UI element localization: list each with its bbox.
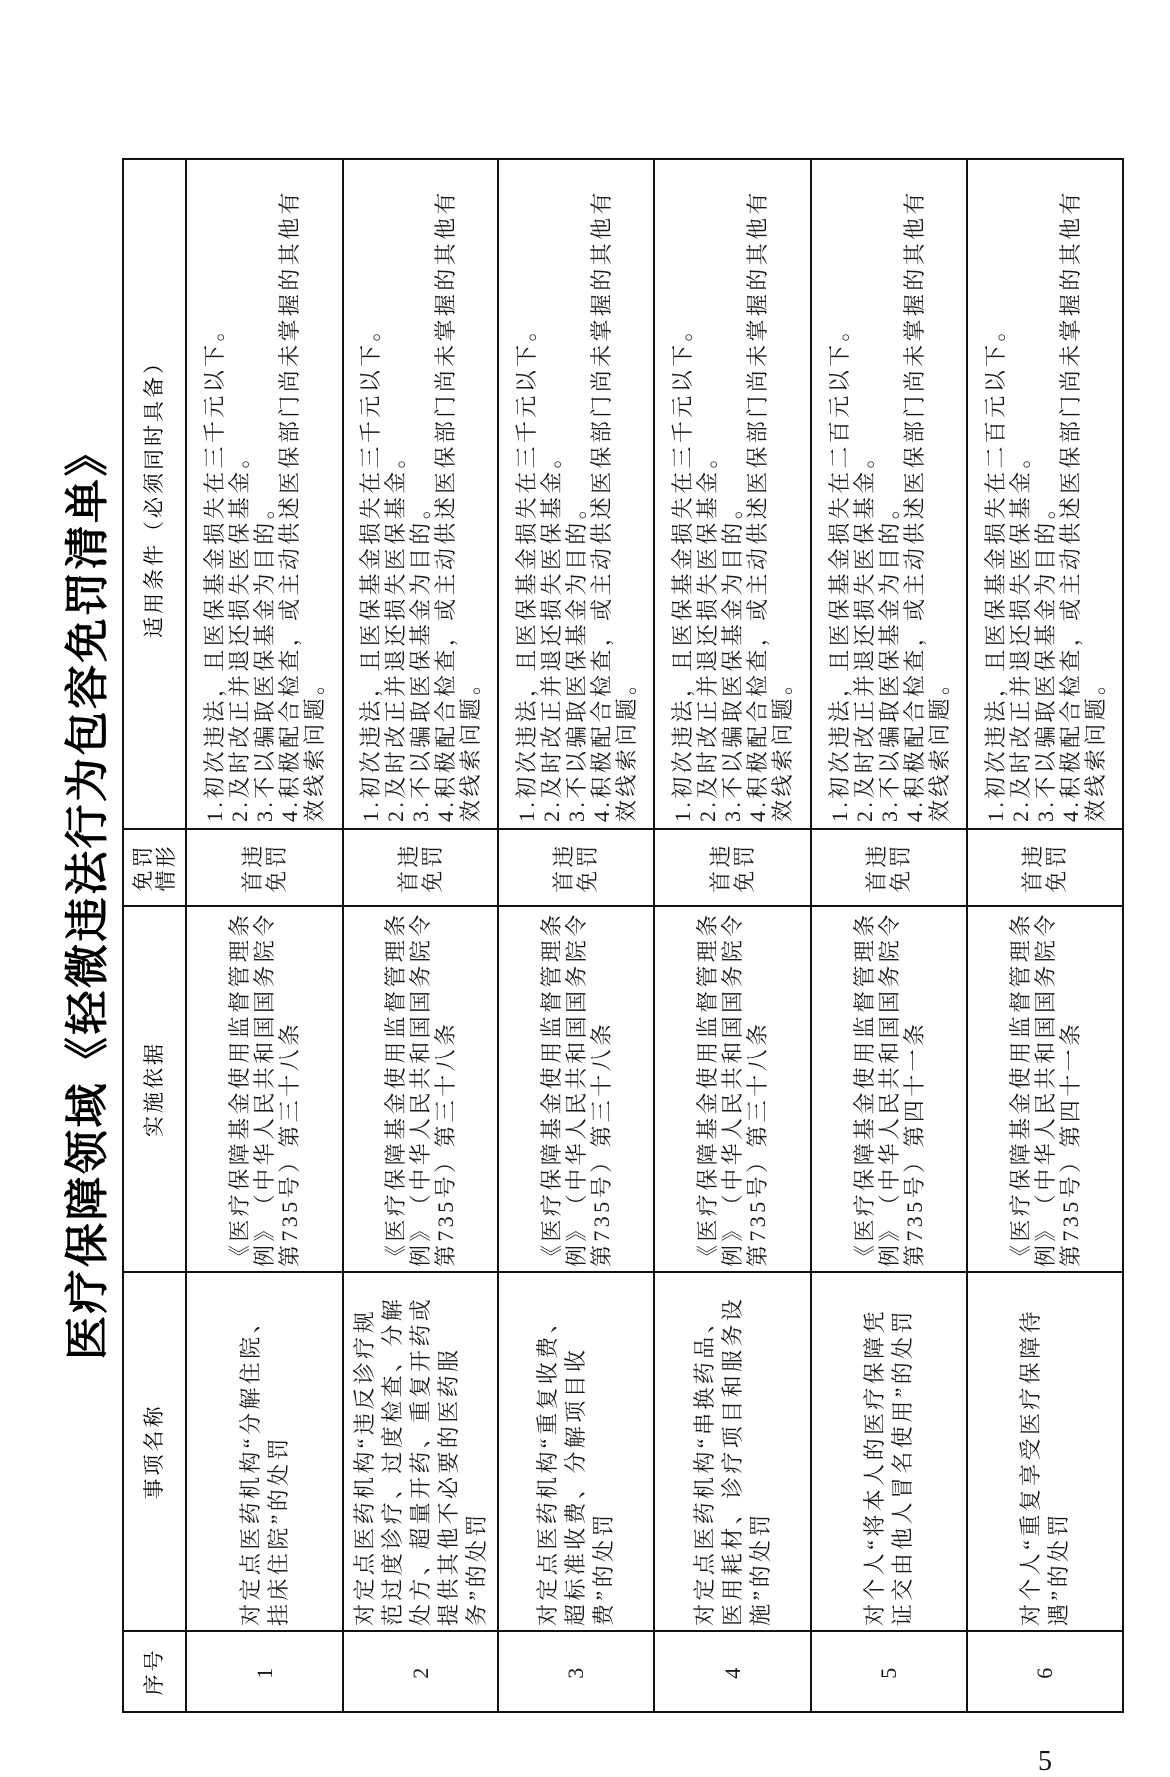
condition-item: 2.及时改正并退还损失医保基金。: [383, 443, 408, 822]
condition-item: 3.不以骗取医保基金为目的。: [563, 493, 589, 822]
condition-item: 2.及时改正并退还损失医保基金。: [851, 443, 877, 822]
condition-item: 1.初次违法，且医保基金损失在三千元以下。: [670, 316, 695, 822]
condition-item: 3.不以骗取医保基金为目的。: [720, 493, 745, 822]
table-row: [811, 159, 967, 1712]
condition-item: 1.初次违法，且医保基金损失在三千元以下。: [513, 316, 539, 822]
table-row: [654, 159, 811, 1712]
header-conditions: 适用条件（必须同时具备）: [123, 159, 186, 829]
condition-item: 2.及时改正并退还损失医保基金。: [227, 443, 252, 822]
conditions-cell: [186, 159, 343, 829]
legal-basis: 《医疗保障基金使用监督管理条例》（中华人民共和国国务院令第735号）第三十八条: [343, 906, 498, 1272]
row-index: 5: [811, 1631, 967, 1712]
conditions-cell: [967, 159, 1123, 829]
condition-item: 1.初次违法，且医保基金损失在二百元以下。: [826, 316, 852, 822]
exemption-list-table: [122, 158, 1124, 1713]
exemption-type: 首违免罚: [811, 829, 967, 906]
condition-item: 2.及时改正并退还损失医保基金。: [538, 443, 564, 822]
item-name: 对定点医药机构“重复收费、超标准收费、分解项目收费”的处罚: [498, 1272, 654, 1631]
condition-item: 3.不以骗取医保基金为目的。: [876, 493, 902, 822]
table-row: [186, 159, 343, 1712]
item-name: 对个人“重复享受医疗保障待遇”的处罚: [967, 1272, 1123, 1631]
condition-item: 3.不以骗取医保基金为目的。: [408, 493, 433, 822]
condition-item: 3.不以骗取医保基金为目的。: [252, 493, 277, 822]
condition-item: 4.积极配合检查，或主动供述医保部门尚未掌握的其他有效线索问题。: [277, 189, 327, 822]
conditions-cell: [343, 159, 498, 829]
condition-item: 1.初次违法，且医保基金损失在二百元以下。: [982, 316, 1008, 822]
conditions-cell: [654, 159, 811, 829]
row-index: 4: [654, 1631, 811, 1712]
exemption-type: 首违免罚: [343, 829, 498, 906]
conditions-cell: [811, 159, 967, 829]
row-index: 1: [186, 1631, 343, 1712]
condition-item: 2.及时改正并退还损失医保基金。: [1007, 443, 1033, 822]
legal-basis: 《医疗保障基金使用监督管理条例》（中华人民共和国国务院令第735号）第四十一条: [811, 906, 967, 1272]
row-index: 2: [343, 1631, 498, 1712]
exemption-type: 首违免罚: [498, 829, 654, 906]
page-number: 5: [1038, 1746, 1052, 1777]
condition-item: 2.及时改正并退还损失医保基金。: [695, 443, 720, 822]
condition-item: 1.初次违法，且医保基金损失在三千元以下。: [358, 316, 383, 822]
item-name: 对个人“将本人的医疗保障凭证交由他人冒名使用”的处罚: [811, 1272, 967, 1631]
header-index: 序号: [123, 1631, 186, 1712]
legal-basis: 《医疗保障基金使用监督管理条例》（中华人民共和国国务院令第735号）第三十八条: [498, 906, 654, 1272]
row-index: 6: [967, 1631, 1123, 1712]
conditions-cell: [498, 159, 654, 829]
header-exemption-type: 免罚情形: [123, 829, 186, 906]
condition-item: 4.积极配合检查，或主动供述医保部门尚未掌握的其他有效线索问题。: [1057, 189, 1108, 822]
condition-item: 4.积极配合检查，或主动供述医保部门尚未掌握的其他有效线索问题。: [901, 189, 952, 822]
condition-item: 3.不以骗取医保基金为目的。: [1032, 493, 1058, 822]
table-row: [498, 159, 654, 1712]
document-title: 医疗保障领域《轻微违法行为包容免罚清单》: [63, 430, 112, 1360]
condition-item: 4.积极配合检查，或主动供述医保部门尚未掌握的其他有效线索问题。: [588, 189, 639, 822]
row-index: 3: [498, 1631, 654, 1712]
condition-item: 1.初次违法，且医保基金损失在三千元以下。: [202, 316, 227, 822]
header-item-name: 事项名称: [123, 1272, 186, 1631]
item-name: 对定点医药机构“串换药品、医用耗材、诊疗项目和服务设施”的处罚: [654, 1272, 811, 1631]
legal-basis: 《医疗保障基金使用监督管理条例》（中华人民共和国国务院令第735号）第三十八条: [186, 906, 343, 1272]
table-row: [967, 159, 1123, 1712]
item-name: 对定点医药机构“违反诊疗规范过度诊疗、过度检查、分解处方、超量开药、重复开药或提供其他不必要的医药服务”的处罚: [343, 1272, 498, 1631]
exemption-type: 首违免罚: [654, 829, 811, 906]
table-row: [343, 159, 498, 1712]
condition-item: 4.积极配合检查，或主动供述医保部门尚未掌握的其他有效线索问题。: [745, 189, 795, 822]
legal-basis: 《医疗保障基金使用监督管理条例》（中华人民共和国国务院令第735号）第三十八条: [654, 906, 811, 1272]
legal-basis: 《医疗保障基金使用监督管理条例》（中华人民共和国国务院令第735号）第四十一条: [967, 906, 1123, 1272]
table-header-row: [123, 159, 186, 1712]
exemption-type: 首违免罚: [186, 829, 343, 906]
exemption-type: 首违免罚: [967, 829, 1123, 906]
item-name: 对定点医药机构“分解住院、挂床住院”的处罚: [186, 1272, 343, 1631]
condition-item: 4.积极配合检查，或主动供述医保部门尚未掌握的其他有效线索问题。: [433, 189, 483, 822]
header-legal-basis: 实施依据: [123, 906, 186, 1272]
